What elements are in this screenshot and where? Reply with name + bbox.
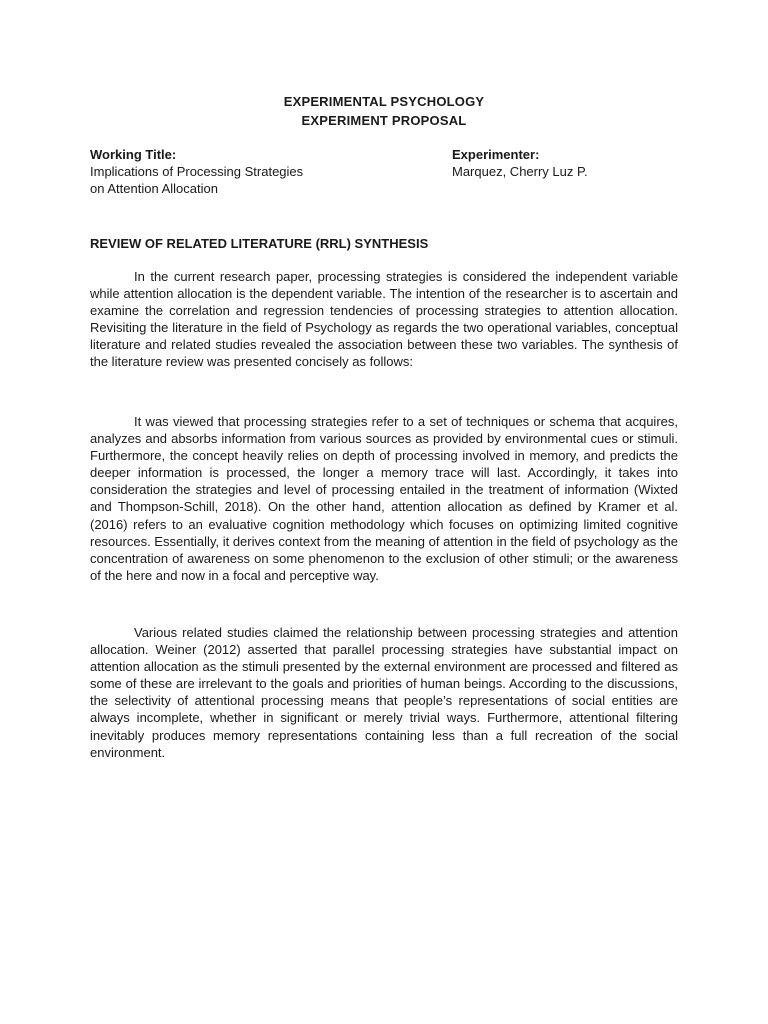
section-heading: REVIEW OF RELATED LITERATURE (RRL) SYNTHESIS bbox=[90, 236, 429, 251]
title-line-proposal: EXPERIMENT PROPOSAL bbox=[301, 113, 467, 128]
experimenter-label: Experimenter: bbox=[452, 147, 540, 162]
working-title-line-1: Implications of Processing Strategies bbox=[90, 164, 304, 179]
document-title bbox=[0, 92, 768, 130]
working-title-block bbox=[90, 146, 390, 197]
body-paragraph: In the current research paper, processing strategies is considered the independent variable while attention allocation is the dependent variable. The intention of the researcher is to ascertain and examine the correlation and regression tendencies of processing strategies to attention allocation. Revisiting the literature in the field of Psychology as regards the two operational variables, conceptual literature and related studies revealed the association between these two variables. The synthesis of the literature review was presented concisely as follows: bbox=[90, 269, 678, 370]
body-paragraph: It was viewed that processing strategies refer to a set of techniques or schema that acquires, analyzes and absorbs information from various sources as provided by environmental cues or stimuli. Furthermore, the concept heavily relies on depth of processing involved in memory, and predicts the deeper information is processed, the longer a memory trace will last. Accordingly, it takes into consideration the strategies and level of processing entailed in the treatment of information (Wixted and Thompson-Schill, 2018). On the other hand, attention allocation as defined by Kramer et al. (2016) refers to an evaluative cognition methodology which focuses on optimizing limited cognitive resources. Essentially, it derives context from the meaning of attention in the field of psychology as the concentration of awareness on some phenomenon to the exclusion of other stimuli; or the awareness of the here and now in a focal and perceptive way. bbox=[90, 414, 678, 583]
working-title-label: Working Title: bbox=[90, 147, 177, 162]
title-line-course: EXPERIMENTAL PSYCHOLOGY bbox=[283, 94, 485, 109]
experimenter-block bbox=[452, 146, 692, 180]
experimenter-name: Marquez, Cherry Luz P. bbox=[452, 164, 588, 179]
body-paragraph: Various related studies claimed the relationship between processing strategies and attention allocation. Weiner (2012) asserted that parallel processing strategies have substantial impact on attention allocation as the stimuli presented by the external environment are processed and filtered as some of these are irrelevant to the goals and priorities of human beings. According to the discussions, the selectivity of attentional processing means that people’s representations of social entities are always incomplete, whether in significant or merely trivial ways. Furthermore, attentional filtering inevitably produces memory representations containing less than a full recreation of the social environment. bbox=[90, 625, 678, 760]
working-title-line-2: on Attention Allocation bbox=[90, 181, 218, 196]
